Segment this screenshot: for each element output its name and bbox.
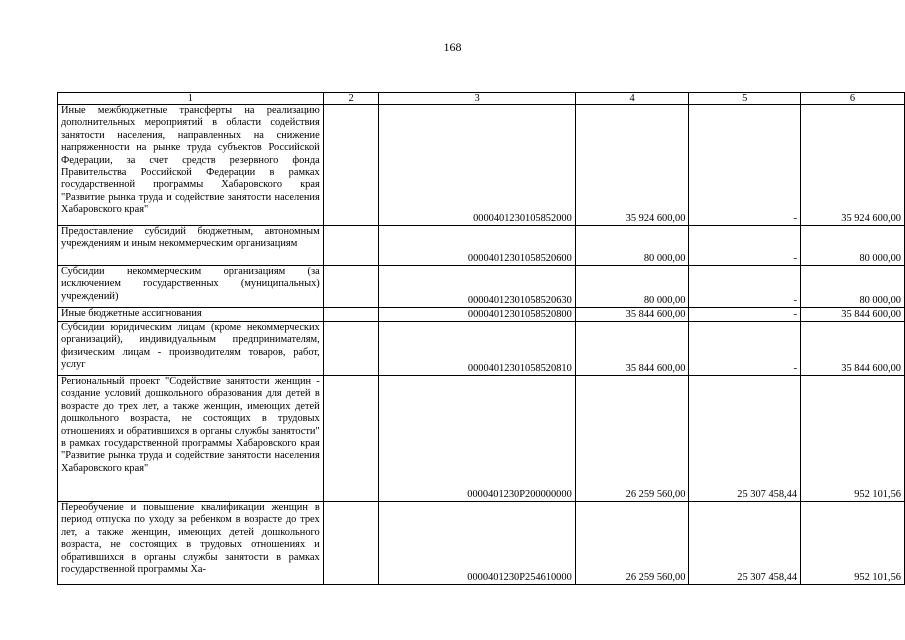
row-description: Субсидии некоммерческим организациям (за исключением государственных (муниципальных) учреждений) xyxy=(58,266,324,308)
row-col6: 952 101,56 xyxy=(801,376,905,502)
page-number: 168 xyxy=(443,40,462,54)
row-code: 00004012301058520800 xyxy=(379,308,575,322)
row-col5: - xyxy=(689,308,801,322)
row-col4: 80 000,00 xyxy=(575,266,689,308)
row-col5: - xyxy=(689,322,801,376)
row-col5: 25 307 458,44 xyxy=(689,376,801,502)
row-col4: 35 924 600,00 xyxy=(575,105,689,226)
row-description: Иные межбюджетные трансферты на реализацию дополнительных мероприятий в области содействия занятости населения, направленных на снижение напряженности на рынке труда субъектов Российской Федерации, за счет средств резервного фонда Правительства Российской Федерации в рамках государственной программы Хабаровского края "Развитие рынка труда и содействие занятости населения Хабаровского края" xyxy=(58,105,324,226)
row-col6: 952 101,56 xyxy=(801,502,905,585)
column-header: 5 xyxy=(689,93,801,105)
row-col6: 80 000,00 xyxy=(801,226,905,266)
table-header-row xyxy=(58,93,905,105)
column-header: 1 xyxy=(58,93,324,105)
row-description: Субсидии юридическим лицам (кроме некоммерческих организаций), индивидуальным предпринимателям, физическим лицам - производителям товаров, работ, услуг xyxy=(58,322,324,376)
row-code: 00004012301058520600 xyxy=(379,226,575,266)
row-code: 0000401230105852000 xyxy=(379,105,575,226)
row-code: 00004012301058520810 xyxy=(379,322,575,376)
row-col5: - xyxy=(689,226,801,266)
row-col4: 35 844 600,00 xyxy=(575,308,689,322)
table-row xyxy=(58,376,905,502)
row-col4: 80 000,00 xyxy=(575,226,689,266)
row-code: 0000401230P254610000 xyxy=(379,502,575,585)
row-col6: 35 924 600,00 xyxy=(801,105,905,226)
row-col2 xyxy=(323,376,379,502)
column-header: 6 xyxy=(801,93,905,105)
table-row xyxy=(58,105,905,226)
row-description: Иные бюджетные ассигнования xyxy=(58,308,324,322)
column-header: 3 xyxy=(379,93,575,105)
row-description: Предоставление субсидий бюджетным, автономным учреждениям и иным некоммерческим организациям xyxy=(58,226,324,266)
row-col2 xyxy=(323,322,379,376)
row-col6: 80 000,00 xyxy=(801,266,905,308)
row-col2 xyxy=(323,308,379,322)
table-row xyxy=(58,266,905,308)
column-header: 4 xyxy=(575,93,689,105)
budget-table xyxy=(57,92,905,585)
row-col5: 25 307 458,44 xyxy=(689,502,801,585)
row-col4: 35 844 600,00 xyxy=(575,322,689,376)
row-description: Переобучение и повышение квалификации женщин в период отпуска по уходу за ребенком в возрасте до трех лет, а также женщин, имеющих детей дошкольного возраста, не состоящих в трудовых отношениях и обратившихся в органы службы занятости в рамках государственной программы Ха- xyxy=(58,502,324,585)
table-row xyxy=(58,322,905,376)
table-row xyxy=(58,308,905,322)
row-col2 xyxy=(323,266,379,308)
row-col5: - xyxy=(689,266,801,308)
row-code: 00004012301058520630 xyxy=(379,266,575,308)
row-description: Региональный проект "Содействие занятости женщин - создание условий дошкольного образования для детей в возрасте до трех лет, а также женщин, имеющих детей дошкольного возраста, не состоящих в трудовых отношениях и обратившихся в органы службы занятости" в рамках государственной программы Хабаровского края "Развитие рынка труда и содействие занятости населения Хабаровского края" xyxy=(58,376,324,502)
table-row xyxy=(58,226,905,266)
row-code: 0000401230P200000000 xyxy=(379,376,575,502)
row-col6: 35 844 600,00 xyxy=(801,308,905,322)
row-col6: 35 844 600,00 xyxy=(801,322,905,376)
column-header: 2 xyxy=(323,93,379,105)
row-col2 xyxy=(323,226,379,266)
table-row xyxy=(58,502,905,585)
row-col4: 26 259 560,00 xyxy=(575,502,689,585)
row-col2 xyxy=(323,502,379,585)
row-col5: - xyxy=(689,105,801,226)
row-col2 xyxy=(323,105,379,226)
row-col4: 26 259 560,00 xyxy=(575,376,689,502)
